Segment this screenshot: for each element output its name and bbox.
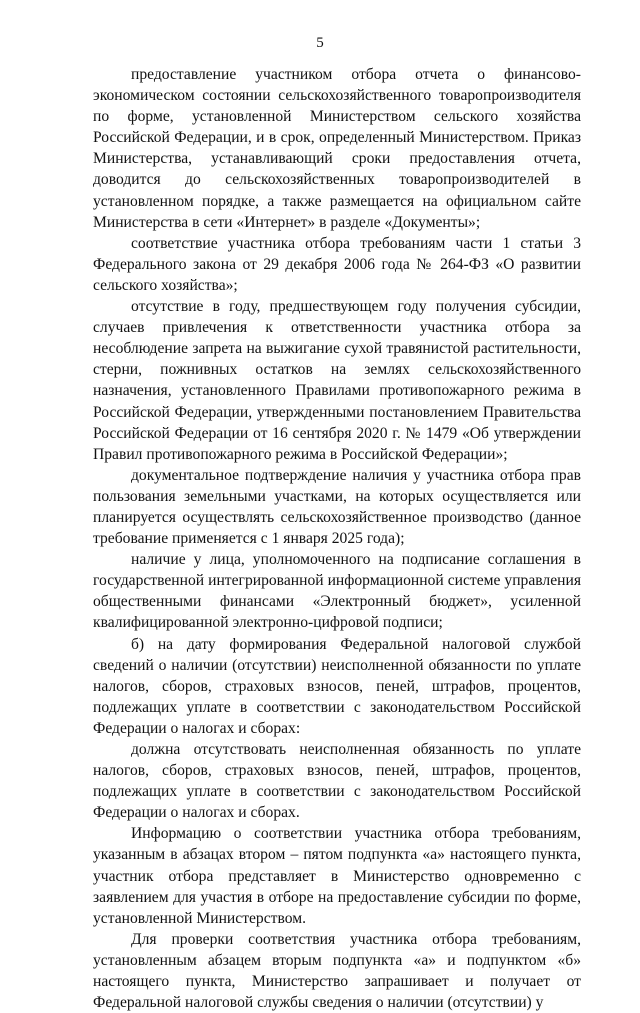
- paragraph-compliance-information: Информацию о соответствии участника отбора требованиям, указанным в абзацах втором – пятом подпункта «а» настоящего пункта, участник отбора представляет в Министерство одновременно с заявлением для участия в отборе на предоставление субсидии по форме, установленной Министерством.: [93, 825, 581, 927]
- paragraph-report-submission: предоставление участником отбора отчета о финансово-экономическом состоянии сельскохозяйственного товаропроизводителя по форме, установленной Министерством сельского хозяйства Российской Федерации, и в срок, определенный Министерством. Приказ Министерства, устанавливающий сроки предоставления отчета, доводится до сельскохозяйственных товаропроизводителей в установленном порядке, а также размещается на официальном сайте Министерства в сети «Интернет» в разделе «Документы»;: [93, 66, 581, 231]
- paragraph-tax-service-date: б) на дату формирования Федеральной налоговой службой сведений о наличии (отсутствии) неисполненной обязанности по уплате налогов, сборов, страховых взносов, пеней, штрафов, процентов, подлежащих уплате в соответствии с законодательством Российской Федерации о налогах и сборах:: [93, 635, 581, 737]
- page-number: 5: [316, 35, 324, 51]
- paragraph-electronic-signature: наличие у лица, уполномоченного на подписание соглашения в государственной интегрированной информационной системе управления общественными финансами «Электронный бюджет», усиленной квалифицированной электронно-цифровой подписи;: [93, 551, 581, 632]
- paragraph-land-use-rights: документальное подтверждение наличия у участника отбора прав пользования земельными участками, на которых осуществляется или планируется осуществлять сельскохозяйственное производство (данное требование применяется с 1 января 2025 года);: [93, 466, 581, 548]
- body-text: [93, 64, 581, 1013]
- paragraph-fire-safety-violations: отсутствие в году, предшествующем году получения субсидии, случаев привлечения к ответственности участника отбора за несоблюдение запрета на выжигание сухой травянистой растительности, стерни, пожнивных остатков на землях сельскохозяйственного назначения, установленного Правилами противопожарного режима в Российской Федерации, утвержденными постановлением Правительства Российской Федерации от 16 сентября 2020 г. № 1479 «Об утверждении Правил противопожарного режима в Российской Федерации»;: [93, 298, 581, 463]
- paragraph-verification-request: Для проверки соответствия участника отбора требованиям, установленным абзацем вторым подпункта «а» и подпунктом «б» настоящего пункта, Министерство запрашивает и получает от Федеральной налоговой службы сведения о наличии (отсутствии) у: [93, 930, 581, 1012]
- paragraph-no-tax-debt: должна отсутствовать неисполненная обязанность по уплате налогов, сборов, страховых взносов, пеней, штрафов, процентов, подлежащих уплате в соответствии с законодательством Российской Федерации о налогах и сборах.: [93, 741, 581, 822]
- paragraph-federal-law-compliance: соответствие участника отбора требованиям части 1 статьи 3 Федерального закона от 29 декабря 2006 года № 264-ФЗ «О развитии сельского хозяйства»;: [93, 234, 581, 294]
